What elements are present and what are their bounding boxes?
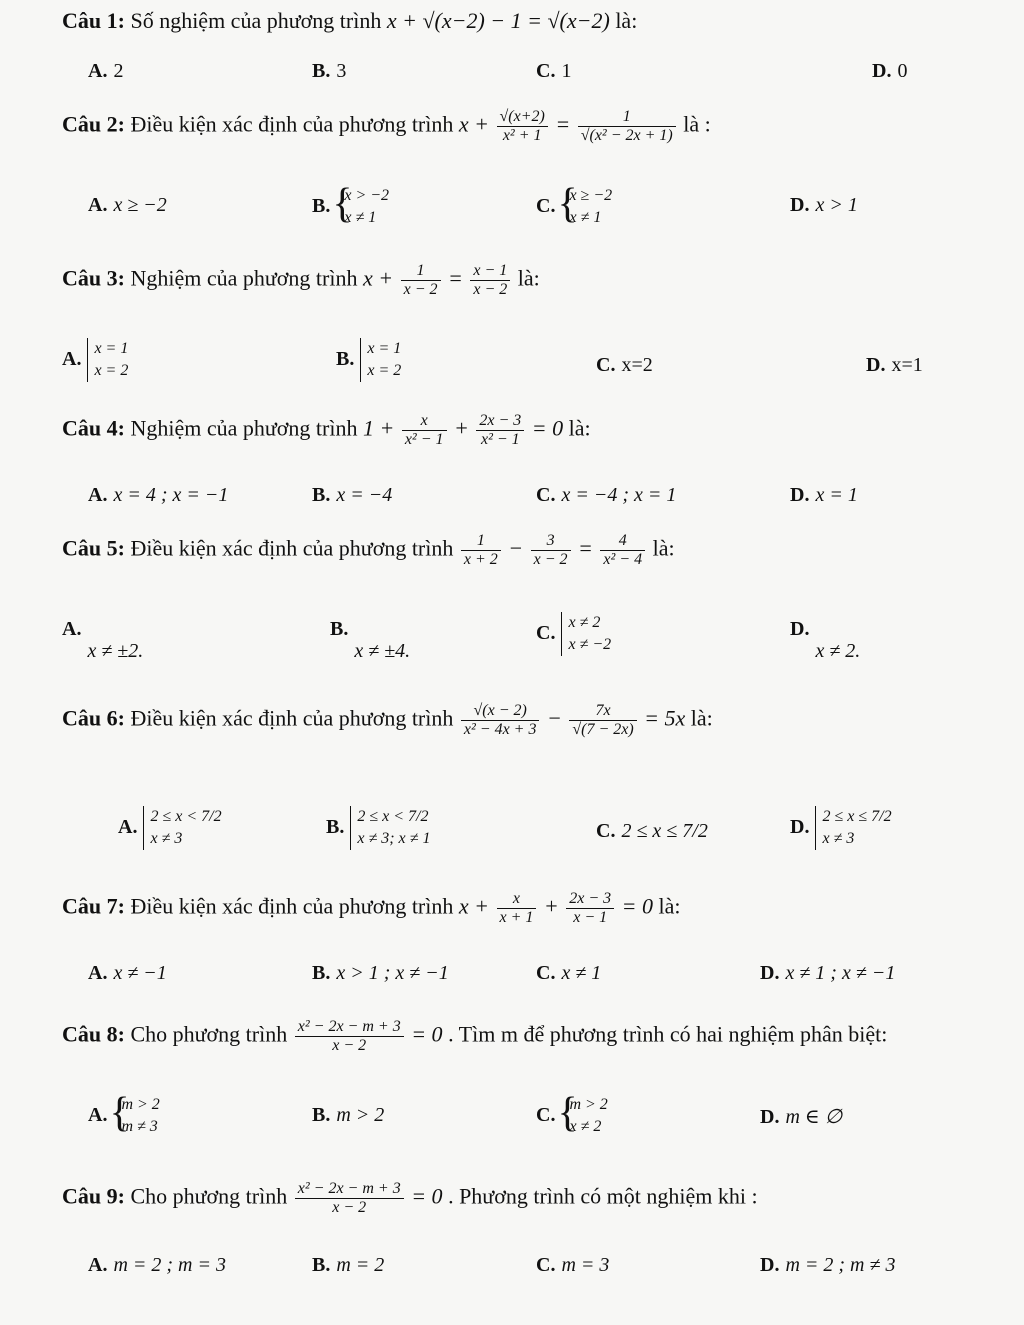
option-a[interactable]: A. x ≠ −1: [88, 962, 167, 984]
question-suffix: là:: [615, 8, 638, 33]
option-b[interactable]: B. 3: [312, 60, 347, 82]
option-c[interactable]: C. x ≠ 1: [536, 962, 602, 984]
question-text: Nghiệm của phương trình: [130, 415, 358, 441]
option-d[interactable]: D.x ≠ 2.: [790, 618, 861, 662]
option-a[interactable]: A. { m > 2 m ≠ 3: [88, 1094, 160, 1138]
option-d[interactable]: D. x ≠ 1 ; x ≠ −1: [760, 962, 896, 984]
question-text: Điều kiện xác định của phương trình: [130, 705, 454, 731]
question-9: Câu 9: Cho phương trình $\frac{\text{x² − 2x − m + 3}}{x - 2}$ = 0 . Phương trình có một nghiệm khi :: [62, 1180, 758, 1216]
option-a[interactable]: A. x ≥ −2: [88, 194, 167, 216]
option-c[interactable]: C. 1: [536, 60, 572, 82]
question-2: Câu 2: Điều kiện xác định của phương trình x + $\frac{√(x+2)}{\text{x² + 1}}$ = $\frac{1}{\text{√(x² − 2x + 1)}}$ là :: [62, 108, 711, 144]
question-8: Câu 8: Cho phương trình $\frac{\text{x² − 2x − m + 3}}{x - 2}$ = 0 . Tìm m để phương trình có hai nghiệm phân biệt:: [62, 1018, 888, 1054]
question-label: Câu 6:: [62, 705, 125, 731]
question-text: Nghiệm của phương trình: [130, 265, 358, 291]
option-a[interactable]: A. 2: [88, 60, 124, 82]
question-text: Số nghiệm của phương trình: [130, 8, 382, 33]
option-b[interactable]: B. m = 2: [312, 1254, 385, 1276]
question-suffix: là:: [517, 265, 540, 291]
fraction: $\frac{√(x+2)}{\text{x² + 1}}$: [497, 108, 548, 145]
question-suffix: là :: [683, 111, 711, 137]
question-suffix: là:: [568, 415, 591, 441]
question-1: [62, 8, 637, 34]
option-a[interactable]: A. x = 1 x = 2: [62, 338, 128, 382]
fraction: $\frac{1}{\text{√(x² − 2x + 1)}}$: [578, 108, 676, 145]
fraction: $\frac{2x - 3}{x - 1}$: [566, 890, 614, 927]
question-suffix: là:: [690, 705, 713, 731]
question-label: Câu 9:: [62, 1183, 125, 1209]
option-d[interactable]: D. x = 1: [790, 484, 858, 506]
option-b[interactable]: B. x = 1 x = 2: [336, 338, 401, 382]
option-d[interactable]: D. m ∈ ∅: [760, 1106, 843, 1128]
question-7: Câu 7: Điều kiện xác định của phương trình x + $\frac{x}{x + 1}$ + $\frac{2x - 3}{x - 1}$ = 0 là:: [62, 890, 681, 926]
question-4: Câu 4: Nghiệm của phương trình 1 + $\frac{x}{\text{x² − 1}}$ + $\frac{2x - 3}{\text{x² − 1}}$ = 0 là:: [62, 412, 591, 448]
option-c[interactable]: C. { m > 2 x ≠ 2: [536, 1094, 608, 1138]
option-a[interactable]: A. 2 ≤ x < 7/2 x ≠ 3: [118, 806, 222, 850]
option-d[interactable]: D. 0: [872, 60, 908, 82]
fraction: $\frac{2x - 3}{\text{x² − 1}}$: [476, 412, 524, 449]
option-b[interactable]: B. x > 1 ; x ≠ −1: [312, 962, 449, 984]
question-text: Cho phương trình: [130, 1183, 288, 1209]
question-label: Câu 5:: [62, 535, 125, 561]
fraction: $\frac{\text{x² − 2x − m + 3}}{x - 2}$: [295, 1180, 404, 1217]
option-c[interactable]: C. x ≠ 2 x ≠ −2: [536, 612, 611, 656]
fraction: $\frac{3}{x - 2}$: [531, 532, 571, 569]
question-label: Câu 1:: [62, 8, 125, 33]
option-b[interactable]: B. 2 ≤ x < 7/2 x ≠ 3; x ≠ 1: [326, 806, 430, 850]
fraction: $\frac{√(x - 2)}{\text{x² − 4x + 3}}$: [461, 702, 540, 739]
question-6: Câu 6: Điều kiện xác định của phương trình $\frac{√(x - 2)}{\text{x² − 4x + 3}}$ − $\frac{7x}{√(7 - 2x)}$ = 5x là:: [62, 702, 713, 738]
fraction: $\frac{x}{\text{x² − 1}}$: [402, 412, 447, 449]
question-text: Cho phương trình: [130, 1021, 288, 1047]
option-d[interactable]: D. x > 1: [790, 194, 858, 216]
option-c[interactable]: C. 2 ≤ x ≤ 7/2: [596, 820, 708, 842]
question-text: Điều kiện xác định của phương trình: [130, 111, 454, 137]
option-a[interactable]: A. x = 4 ; x = −1: [88, 484, 229, 506]
fraction: $\frac{4}{\text{x² − 4}}$: [600, 532, 645, 569]
question-suffix: là:: [658, 893, 681, 919]
option-c[interactable]: C. { x ≥ −2 x ≠ 1: [536, 185, 612, 229]
option-c[interactable]: C. x = −4 ; x = 1: [536, 484, 677, 506]
question-label: Câu 8:: [62, 1021, 125, 1047]
option-b[interactable]: B.x ≠ ±4.: [330, 618, 411, 662]
question-suffix: là:: [652, 535, 675, 561]
option-b[interactable]: B. m > 2: [312, 1104, 385, 1126]
question-text: Điều kiện xác định của phương trình: [130, 535, 454, 561]
option-d[interactable]: D. 2 ≤ x ≤ 7/2 x ≠ 3: [790, 806, 892, 850]
option-b[interactable]: B. { x > −2 x ≠ 1: [312, 185, 389, 229]
question-suffix: . Phương trình có một nghiệm khi :: [448, 1183, 758, 1209]
question-label: Câu 7:: [62, 893, 125, 919]
question-label: Câu 4:: [62, 415, 125, 441]
option-c[interactable]: C. x=2: [596, 354, 653, 376]
option-b[interactable]: B. x = −4: [312, 484, 393, 506]
fraction: $\frac{x}{x + 1}$: [497, 890, 537, 927]
question-text: Điều kiện xác định của phương trình: [130, 893, 454, 919]
option-a[interactable]: A. m = 2 ; m = 3: [88, 1254, 226, 1276]
equation: x + √(x−2) − 1 = √(x−2): [386, 8, 610, 33]
option-d[interactable]: D. x=1: [866, 354, 923, 376]
question-suffix: . Tìm m để phương trình có hai nghiệm phân biệt:: [448, 1021, 888, 1047]
question-3: Câu 3: Nghiệm của phương trình x + $\frac{1}{x - 2}$ = $\frac{x - 1}{x - 2}$ là:: [62, 262, 540, 298]
fraction: $\frac{\text{x² − 2x − m + 3}}{x - 2}$: [295, 1018, 404, 1055]
question-label: Câu 2:: [62, 111, 125, 137]
option-c[interactable]: C. m = 3: [536, 1254, 610, 1276]
fraction: $\frac{x - 1}{x - 2}$: [470, 262, 510, 299]
fraction: $\frac{7x}{√(7 - 2x)}$: [569, 702, 636, 739]
question-5: Câu 5: Điều kiện xác định của phương trình $\frac{1}{x + 2}$ − $\frac{3}{x - 2}$ = $\frac{4}{\text{x² − 4}}$ là:: [62, 532, 675, 568]
option-a[interactable]: A.x ≠ ±2.: [62, 618, 144, 662]
fraction: $\frac{1}{x - 2}$: [401, 262, 441, 299]
option-d[interactable]: D. m = 2 ; m ≠ 3: [760, 1254, 896, 1276]
fraction: $\frac{1}{x + 2}$: [461, 532, 501, 569]
question-label: Câu 3:: [62, 265, 125, 291]
